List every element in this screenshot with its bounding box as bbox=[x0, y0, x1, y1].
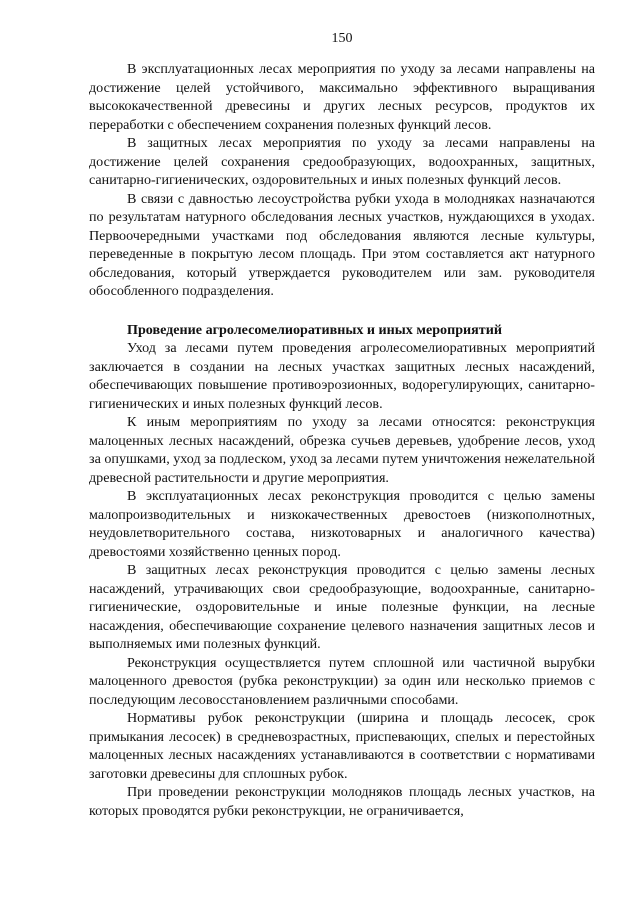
page-number: 150 bbox=[331, 31, 353, 46]
paragraph: В защитных лесах реконструкция проводится с целью замены лесных насаждений, утрачивающих свои средообразующие, водоохранные, санитарно-гигиенические, оздоровительные и иные полезные функции, на лесные насаждения, обеспечивающие сохранение целевого назначения защитных лесов и выполняемых ими полезных функций. bbox=[89, 562, 595, 652]
paragraph: В защитных лесах мероприятия по уходу за лесами направлены на достижение целей сохранения средообразующих, водоохранных, защитных, санитарно-гигиенических, оздоровительных и иных полезных функций лесов. bbox=[89, 135, 595, 188]
paragraph: Уход за лесами путем проведения агролесомелиоративных мероприятий заключается в создании на лесных участках защитных лесных насаждений, обеспечивающих повышение противоэрозионных, водорегулирующих, санитарно-гигиенических и иных полезных функций лесов. bbox=[89, 340, 595, 412]
paragraph: Реконструкция осуществляется путем сплошной или частичной вырубки малоценного древостоя (рубка реконструкции) за один или несколько приемов с последующим лесовосстановлением различными способами. bbox=[89, 654, 595, 708]
paragraph: К иным мероприятиям по уходу за лесами относятся: реконструкция малоценных лесных насаждений, обрезка сучьев деревьев, удобрение лесов, уход за опушками, уход за подлеском, уход за лесами путем уничтожения нежелательной древесной растительности и другие мероприятия. bbox=[89, 414, 595, 486]
document-page bbox=[89, 30, 595, 820]
paragraph: При проведении реконструкции молодняков площадь лесных участков, на которых проводятся рубки реконструкции, не ограничивается, bbox=[89, 784, 595, 819]
paragraph: В эксплуатационных лесах мероприятия по уходу за лесами направлены на достижение целей устойчивого, максимально эффективного выращивания высококачественной древесины и других лесных ресурсов, продуктов их переработки с обеспечением сохранения полезных функций лесов. bbox=[89, 61, 595, 133]
paragraph: В эксплуатационных лесах реконструкция проводится с целью замены малопроизводительных и низкокачественных древостоев (низкополнотных, неудовлетворительного состава, низкотоварных и аналогичного качества) древостоями хозяйственно ценных пород. bbox=[89, 488, 595, 560]
paragraph: Нормативы рубок реконструкции (ширина и площадь лесосек, срок примыкания лесосек) в средневозрастных, приспевающих, спелых и перестойных малоценных лесных насаждениях устанавливаются в соответствии с нормативами заготовки древесины для сплошных рубок. bbox=[89, 710, 595, 782]
paragraph: В связи с давностью лесоустройства рубки ухода в молодняках назначаются по результатам натурного обследования лесных участков, нуждающихся в уходах. Первоочередными участками под обследования являются лесные культуры, переведенные в покрытую лесом площадь. При этом составляется акт натурного обследования, который утверждается руководителем или зам. руководителя обособленного подразделения. bbox=[89, 190, 595, 299]
section-heading: Проведение агролесомелиоративных и иных мероприятий bbox=[127, 321, 502, 338]
